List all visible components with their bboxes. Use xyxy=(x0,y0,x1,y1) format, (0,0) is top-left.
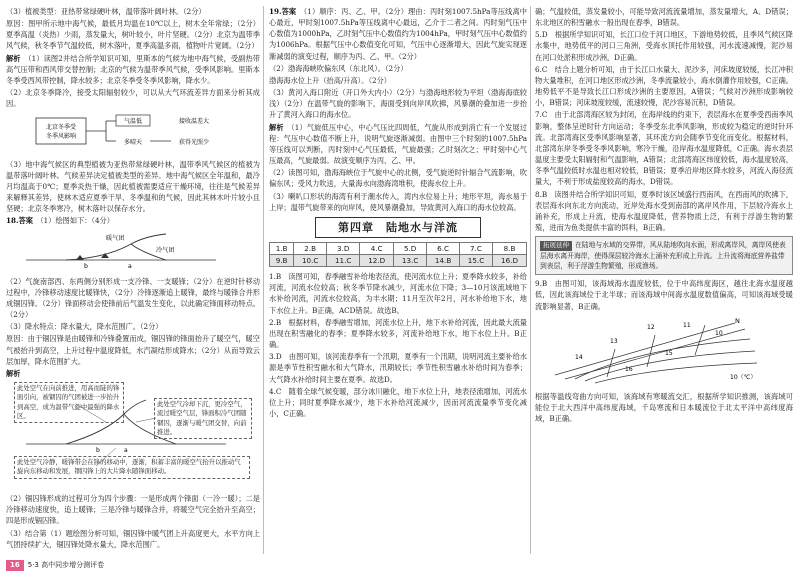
answer-paragraph: （2）气旋南部西、东两侧分别形成一支冷锋、一支暖锋；（2分）在逆时针移动过程中，冷锋移动速度比暖锋快，（2分）冷锋逐渐追上暖锋，最终与暖锋合并形成锢囚锋。（2分）锋面移动会使锋前后气温发生变化，以此确定锋面移动特点。（2分） xyxy=(6,276,260,320)
isotherm-label: 13 xyxy=(610,337,618,345)
diagram-note: 此处空气冷却下沉，更冷空气，流过暖空气层，锋面积冷气团随锢囚，逐渐与暖气团交替，向前推进。 xyxy=(154,398,252,439)
answer-paragraph: （3）植被类型：亚热带常绿硬叶林，温带落叶阔叶林。（2分） xyxy=(6,7,206,16)
diagram-item: 多晴天 xyxy=(123,139,143,147)
answer-paragraph: 9.B 由图可知，该海域海水温度较低，位于中高纬度海区，越往北海水温度越低，因此该海域位于北半球；而该海域中间海水温度数值偏高，可知该海域受暖流影响显著，B正确。 xyxy=(535,279,793,311)
answer-paragraph: （1）气旋低压中心，中心气压比四周低，气旋从形成到消亡有一个发展过程：气压中心数值不断上升，说明气旋逐渐减弱。由图中三个时刻的1007.5hPa等压线可以判断，丙时刻中心气压最低，气旋最强；乙时刻次之；甲时刻中心气压最高，气旋最弱。故演变顺序为丙、乙、甲。 xyxy=(269,122,527,166)
point-label: a xyxy=(128,262,132,270)
diagram-box-text: 北京冬季受 xyxy=(45,124,77,132)
column-divider xyxy=(530,6,531,554)
answer-paragraph: 6.C 结合上题分析可知，由于长江口水量大、泥沙多，河床坡度较缓，长江冲积物大量堆积，在河口地区形成沙洲，冬季流量较小，海水倒灌作用较强，C正确。地势低平不是导致长江口形成沙洲的主要原因，A错误；气候对沙洲形成影响较小，B错误；河床坡度较缓，流速较慢，泥沙容易沉积，D错误。 xyxy=(535,64,793,108)
point-label: a xyxy=(124,447,128,455)
column-middle xyxy=(269,6,527,554)
answer-paragraph: （3）地中海气候区的典型植被为亚热带常绿硬叶林，温带季风气候区的植被为温带落叶阔叶林。气候差异决定植被类型的差异。地中海气候区全年温和，最冷月均温高于0℃；夏季炎热干燥，因此植被需要适应干燥环境，往往是气候差异来解释其差异，使林木适应夏季干旱、冬季温和的气候，因此其林木叶片较小且坚硬；北京冬季寒冷，树木落叶以保存水分。 xyxy=(6,159,260,214)
chapter-title: 第四章 陆地水与洋流 xyxy=(315,217,481,238)
isotherm-label: 11 xyxy=(683,321,691,329)
table-cell: 7.C xyxy=(460,242,493,254)
isotherm-label: 10 xyxy=(715,329,723,337)
answer-paragraph: （2）渤海海峡吹偏东风（东北风）。（2分） xyxy=(269,63,408,73)
analysis-label: 解析 xyxy=(269,122,284,132)
answer-paragraph: 原因：由于锢囚锋是由暖锋和冷锋叠置而成，锢囚锋的锋面抬升了暖空气，暖空气被抬升到高空，上升过程中温度降低，水汽凝结形成降水；（2分）从而导致云层加厚，降水范围扩大。 xyxy=(6,334,260,366)
table-row xyxy=(270,255,527,267)
table-cell: 3.D xyxy=(327,242,360,254)
table-cell: 13.C xyxy=(394,255,427,267)
column-divider xyxy=(263,6,264,554)
answer-paragraph: 8.B 读图并结合所学知识可知，夏季时该区域盛行西南风，在西南风的吹拂下，表层海水向东北方向流动，近岸处海水受到南部的离岸风作用，下层较冷海水上涌补充，形成上升流，使海水温度降低，营养物质上泛，有利于浮游生物的繁殖，进而为鱼类提供丰富的饵料，B正确。 xyxy=(535,189,793,232)
table-cell: 1.B xyxy=(270,242,294,254)
answer-paragraph: 确；气温较低，蒸发量较小，可能导致河流流量增加，蒸发量增大，A、D错误；东北地区的积雪融水一般出现在春季，B错误。 xyxy=(535,7,793,28)
answer-table xyxy=(269,242,527,267)
answer-paragraph: （3）降水特点：降水量大，降水范围广。（2分） xyxy=(6,322,163,332)
question-label: 19.答案 xyxy=(269,7,297,16)
page-number: 16 xyxy=(6,560,24,571)
occluded-front-diagram xyxy=(6,382,254,490)
table-cell: 15.C xyxy=(460,255,493,267)
answer-paragraph: （1）绘图如下：（4分） xyxy=(40,216,114,226)
unit-caption: 10（℃） xyxy=(730,373,757,381)
answer-paragraph: （2）北京冬季降冷，接受太阳辐射较少，可以从大气环流差异方面来分析其成因。 xyxy=(6,88,260,109)
table-cell: 2.B xyxy=(294,242,327,254)
book-title: 5·3 高中同步增分测评卷 xyxy=(27,561,105,569)
table-cell: 6.C xyxy=(427,242,460,254)
diagram-item: 获得光照少 xyxy=(178,139,210,147)
answer-paragraph: 根据等温线弯曲方向可知，该海域有寒暖流交汇，根据所学知识推测，该海域可能位于北大西洋中高纬度海域，千岛寒流和日本暖流位于北太平洋中高纬度海域，B正确。 xyxy=(535,391,793,424)
isotherm-label: 15 xyxy=(665,349,673,357)
extension-text: 在陆地与水域的交界带，风从陆地吹向水面，形成离岸风，离岸风使表层海水离开海岸，使得深层较冷海水上涌补充形成上升流。上升流将海底营养盐带到表层，利于浮游生物繁殖，形成渔场。 xyxy=(540,241,786,271)
point-label: b xyxy=(84,262,88,270)
table-cell: 16.D xyxy=(493,255,527,267)
table-cell: 5.D xyxy=(394,242,427,254)
answer-paragraph: 1.B 读图可知，春季融雪补给地表径流，使河流水位上升；夏季降水较多，补给河流，河流水位较高；秋冬季节降水减少，河流水位下降；3—10月该流域地下水补给河流，河流水位较高，为丰水期；11月至次年2月，河水补给地下水，地下水位上升。B正确，ACD错误。故选B。 xyxy=(269,272,527,315)
table-row xyxy=(270,242,527,254)
table-cell: 11.C xyxy=(327,255,360,267)
answer-paragraph: （3）喇叭口形状的海湾有利于潮水传入，湾内水位易上升；地形平坦，海水易于上岸；温带气旋带来的向岸风，使风暴潮叠加，导致黄河入海口的海水位较高。 xyxy=(269,191,527,212)
answer-paragraph: 渤海海水位上升（抬高/升高）。（2分） xyxy=(269,75,391,85)
table-cell: 4.C xyxy=(360,242,394,254)
page-footer xyxy=(6,560,266,574)
answer-paragraph: 4.C 随着全球气候变暖，部分冰川融化，地下水位上升，地表径流增加，河流水位上升；同时夏季降水减少，地下水补给河流减少，因而河流流量季节变化减小，C正确。 xyxy=(269,386,527,419)
table-cell: 9.B xyxy=(270,255,294,267)
chapter-heading xyxy=(269,217,527,238)
isotherm-diagram xyxy=(535,315,793,388)
answer-paragraph: 原因：图甲所示地中海气候，最低月均温在10℃以上，树木全年常绿；（2分）夏季高温（炎热）少雨，蒸发量大，树叶较小，叶片坚硬。（2分）北京为温带季风气候，秋冬季节气温较低，树木落叶，夏季高温多雨，植物叶片宽阔。（2分） xyxy=(6,19,260,51)
diagram-note: 此处空气在向前推进，用高而陡的锋面引向，被锢囚的气团被进一步抬升到高空，成为温带气旋中最强的降水区。 xyxy=(14,382,124,423)
answer-paragraph: （3）结合第（1）题绘图分析可知，锢囚锋中暖气团上升高度更大，水平方向上气团持续扩大，锢囚锋处降水量大，降水范围广。 xyxy=(6,528,260,549)
answer-paragraph: 5.D 根据所学知识可知，长江口位于河口地区，下游地势较低，且季风气候区降水集中，地势低平的河口三角洲，受海水顶托作用较强，河水流速减慢，泥沙易在河口处淤积形成沙洲，D正确。 xyxy=(535,30,793,62)
warm-air-label: 暖气团 xyxy=(106,234,125,242)
diagram-item: 接收温差大 xyxy=(178,118,210,126)
cold-air-label: 冷气团 xyxy=(156,246,175,254)
column-left xyxy=(6,6,260,554)
extension-tag: 拓展延伸 xyxy=(540,241,572,251)
answer-paragraph: （1）顺序：丙、乙、甲。（2分）理由：丙时刻1007.5hPa等压线离中心最近，甲时刻1007.5hPa等压线离中心最远，乙介于二者之间。丙时刻气压中心数值为1000hPa，乙时刻气压中心数值约为1004hPa，甲时刻气压中心数值约为1006hPa。根据气压中心数值变化可知，气压中心逐渐增大，因此气旋实现逐渐减弱的演变过程，顺序为丙、乙、甲。（2分） xyxy=(269,7,527,61)
point-label: b xyxy=(96,447,100,455)
extension-box xyxy=(535,236,793,275)
answer-paragraph: （2）读图可知，渤海海峡位于气旋中心的北侧，受气旋逆时针辐合气流影响，吹偏东风；受风力吹送，大量海水向渤海湾堆积，使海水位上升。 xyxy=(269,168,527,189)
answer-paragraph: 3.D 由图可知，该河流春季有一个汛期，夏季有一个汛期，说明河流主要补给水源是季节性积雪融水和大气降水，汛期较长；季节性积雪融水补给时间为春季；大气降水补给时间主要在夏季。故选D。 xyxy=(269,352,527,384)
table-cell: 10.C xyxy=(294,255,327,267)
isotherm-label: 14 xyxy=(575,353,583,361)
analysis-label: 解析 xyxy=(6,368,21,378)
answer-paragraph: 7.C 由于北部湾海区较为封闭，在海岸线的约束下，表层海水在夏季受西南季风影响，整体呈逆时针方向运动；冬季受东北季风影响，形成较为稳定的逆时针环流。北部湾海区受季风影响显著，其环流方向会随季节变化而变化。根据材料，北部湾东岸冬季受冬季风影响，寒冷干燥，沿岸海水温度降低，C正确。海水表层温度主要受太阳辐射和气温影响，A错误；北部湾海区纬度较低，海水温度较高，冬季气温较低时水温也相对较低，B错误；夏季沿岸地区降水较多，河流入海径流量大，不利于形成盐度较高的海水，D错误。 xyxy=(535,110,793,187)
analysis-label: 解析 xyxy=(6,53,21,63)
flow-diagram xyxy=(6,112,260,155)
answer-paragraph: （2）锢囚锋形成的过程可分为四个步骤：一是形成两个锋面（一冷一暖）；二是冷锋移动速度快，追上暖锋；三是冷锋与暖锋合并，将暖空气完全抬升至高空；四是形成锢囚锋。 xyxy=(6,494,260,526)
column-right xyxy=(535,6,793,576)
isotherm-label: 12 xyxy=(647,323,655,331)
answer-paragraph: 2.B 根据材料，春季融雪增加，河流水位上升，地下水补给河流，因此最大流量出现在积雪融化的春季；夏季降水较多，河流补给地下水，地下水位上升。B正确。 xyxy=(269,317,527,350)
front-diagram xyxy=(6,230,260,273)
table-cell: 14.B xyxy=(427,255,460,267)
answer-paragraph: （1）读图2并结合所学知识可知，里斯本的气候为地中海气候，受副热带高气压带和西风带交替控制；北京的气候为温带季风气候，受季风影响。里斯本冬季受西风带控制，降水较多；北京冬季受冬季风影响，降水少。 xyxy=(6,53,260,85)
north-label: N xyxy=(735,316,740,325)
question-label: 18.答案 xyxy=(6,216,33,226)
isotherm-label: 16 xyxy=(625,365,633,373)
answer-paragraph: （3）黄河入海口附近（开口外大内小）（2分）与渤海地形较为平坦（渤海海底较浅）（2分）在温带气旋的影响下，海面受到向岸风吹拂，风暴潮的叠加进一步抬升了黄河入海口的海水位。 xyxy=(269,88,527,120)
table-cell: 8.B xyxy=(493,242,527,254)
diagram-item: 气温低 xyxy=(123,118,143,126)
table-cell: 12.D xyxy=(360,255,394,267)
diagram-note: 此处空气冷静，暖锋带会在锋的移动中，逐渐，积蓄丰富的暖空气抬升以推动气旋向东移动和发展，锢囚锋上的大片降水随锋面移动。 xyxy=(14,456,250,479)
diagram-box-text: 冬季风影响 xyxy=(45,133,77,141)
